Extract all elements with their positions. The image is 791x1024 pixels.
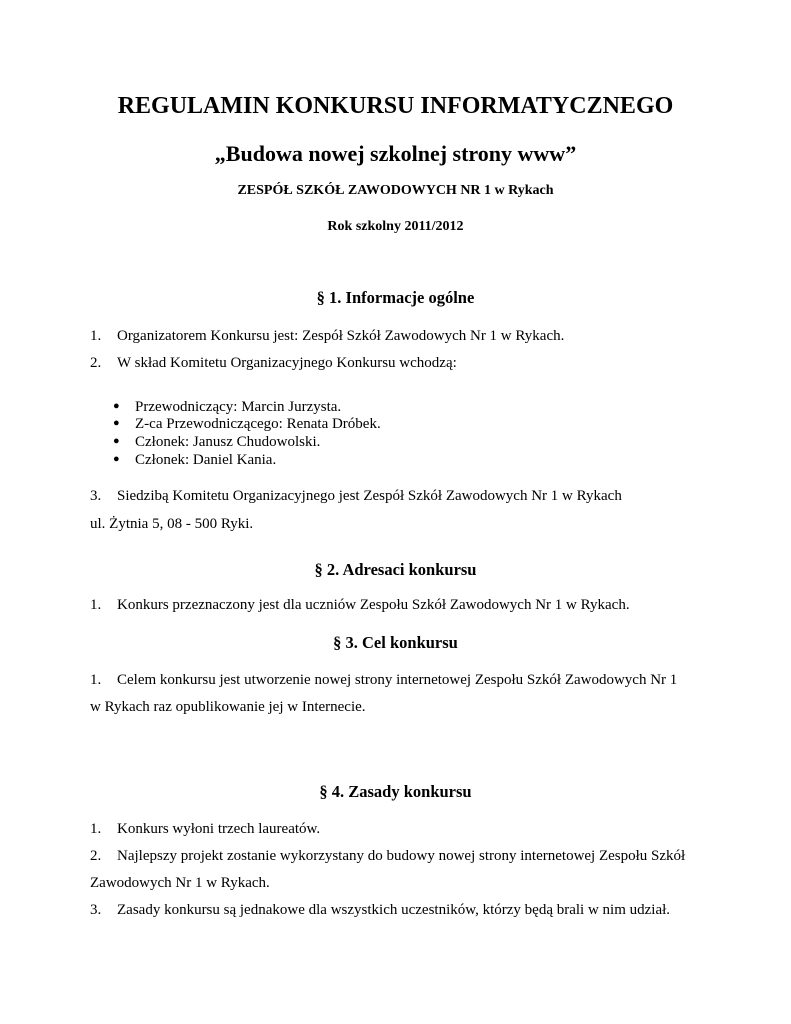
list-number: 2.	[90, 848, 102, 864]
list-item-continuation: Zawodowych Nr 1 w Rykach.	[90, 875, 270, 891]
bullet-text: Przewodniczący: Marcin Jurzysta.	[135, 399, 342, 415]
list-number: 3.	[90, 488, 102, 504]
list-item-continuation: w Rykach raz opublikowanie jej w Internecie.	[90, 699, 366, 715]
list-text: Najlepszy projekt zostanie wykorzystany do budowy nowej strony internetowej Zespołu Szkół	[117, 848, 686, 864]
bullet-text: Członek: Janusz Chudowolski.	[135, 434, 321, 450]
list-text: Organizatorem Konkursu jest: Zespół Szkół Zawodowych Nr 1 w Rykach.	[117, 328, 565, 344]
bullet-icon: ●	[113, 400, 120, 412]
bullet-text: Z-ca Przewodniczącego: Renata Dróbek.	[135, 416, 381, 432]
bullet-icon: ●	[113, 453, 120, 465]
bullet-item	[113, 417, 381, 432]
list-number: 1.	[90, 328, 102, 344]
list-number: 1.	[90, 672, 102, 688]
list-item	[90, 356, 457, 371]
list-text: Zasady konkursu są jednakowe dla wszystkich uczestników, którzy będą brali w nim udział.	[117, 902, 671, 918]
bullet-icon: ●	[113, 417, 120, 429]
list-item	[90, 598, 630, 613]
list-text: W skład Komitetu Organizacyjnego Konkursu wchodzą:	[117, 355, 457, 371]
contest-name: „Budowa nowej szkolnej strony www”	[214, 141, 577, 166]
address-line: ul. Żytnia 5, 08 - 500 Ryki.	[90, 516, 254, 532]
list-item	[90, 903, 670, 918]
section-1-heading: § 1. Informacje ogólne	[316, 288, 475, 307]
section-4-heading: § 4. Zasady konkursu	[319, 782, 472, 801]
school-year: Rok szkolny 2011/2012	[327, 219, 464, 234]
list-number: 2.	[90, 355, 102, 371]
bullet-item	[113, 453, 276, 468]
list-number: 1.	[90, 597, 102, 613]
list-text: Konkurs przeznaczony jest dla uczniów Zespołu Szkół Zawodowych Nr 1 w Rykach.	[117, 597, 630, 613]
list-item	[90, 849, 685, 864]
list-number: 3.	[90, 902, 102, 918]
school-name: ZESPÓŁ SZKÓŁ ZAWODOWYCH NR 1 w Rykach	[237, 183, 554, 198]
section-2-heading: § 2. Adresaci konkursu	[314, 560, 477, 579]
bullet-item	[113, 435, 320, 450]
document-title: REGULAMIN KONKURSU INFORMATYCZNEGO	[117, 93, 674, 119]
list-text: Konkurs wyłoni trzech laureatów.	[117, 821, 321, 837]
bullet-text: Członek: Daniel Kania.	[135, 452, 277, 468]
list-item	[90, 673, 677, 688]
bullet-icon: ●	[113, 435, 120, 447]
list-text: Celem konkursu jest utworzenie nowej strony internetowej Zespołu Szkół Zawodowych Nr 1	[117, 672, 678, 688]
list-text: Siedzibą Komitetu Organizacyjnego jest Zespół Szkół Zawodowych Nr 1 w Rykach	[117, 488, 622, 504]
bullet-item	[113, 400, 341, 415]
list-number: 1.	[90, 821, 102, 837]
section-3-heading: § 3. Cel konkursu	[333, 633, 458, 652]
list-item	[90, 822, 320, 837]
list-item	[90, 329, 564, 344]
list-item	[90, 489, 622, 504]
